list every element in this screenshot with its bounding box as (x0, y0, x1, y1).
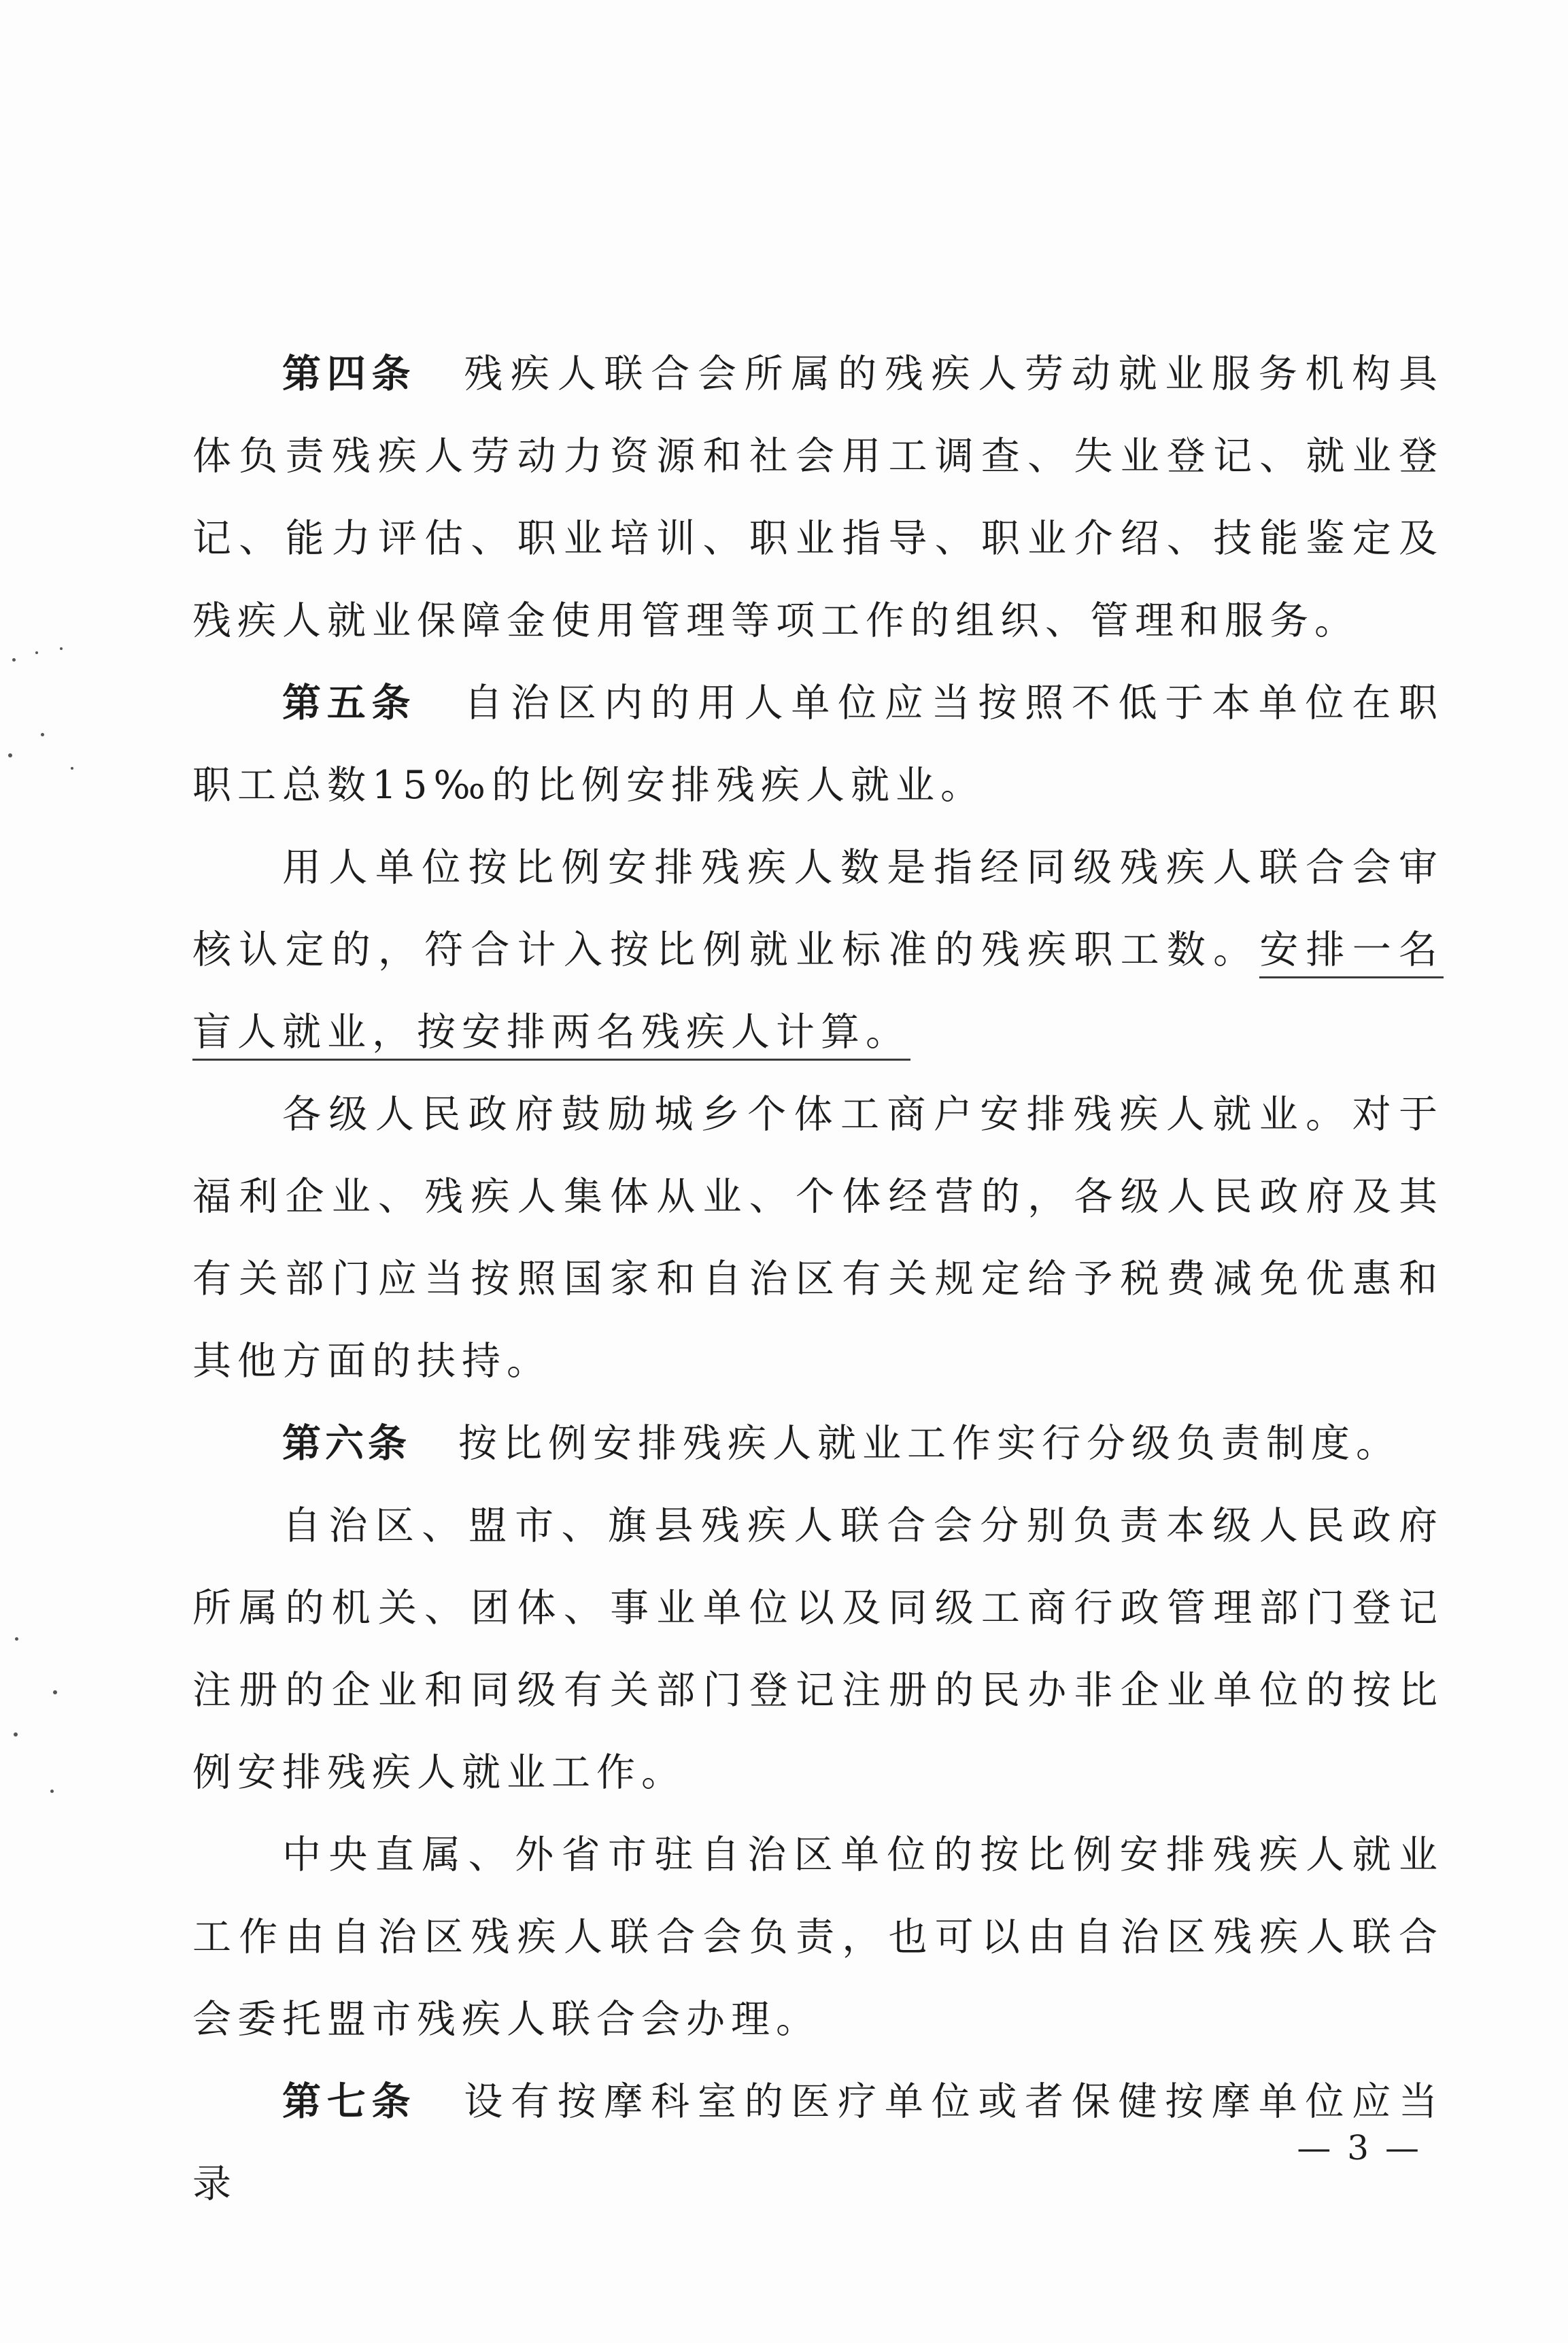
scan-specks (0, 0, 95, 2343)
article-6-paragraph-2: 自治区、盟市、旗县残疾人联合会分别负责本级人民政府所属的机关、团体、事业单位以及同级工商行政管理部门登记注册的企业和同级有关部门登记注册的民办非企业单位的按比例安排残疾人就业工作。 (192, 1503, 1444, 1795)
article-4-label: 第四条 (282, 352, 417, 396)
article-5-label: 第五条 (282, 681, 417, 725)
article-4-text: 残疾人联合会所属的残疾人劳动就业服务机构具体负责残疾人劳动力资源和社会用工调查、失业登记、就业登记、能力评估、职业培训、职业指导、职业介绍、技能鉴定及残疾人就业保障金使用管理等项工作的组织、管理和服务。 (192, 352, 1444, 643)
article-6 (192, 1403, 1444, 1485)
article-4 (192, 333, 1444, 662)
article-5-text: 自治区内的用人单位应当按照不低于本单位在职职工总数15‰的比例安排残疾人就业。 (192, 681, 1444, 808)
article-7-text: 设有按摩科室的医疗单位或者保健按摩单位应当录 (192, 2079, 1444, 2206)
underlined-annotation: 安排一名盲人就业，按安排两名残疾人计算。 (192, 927, 1444, 1061)
article-5 (192, 662, 1444, 827)
document-body (192, 333, 1444, 2225)
article-6-text: 按比例安排残疾人就业工作实行分级负责制度。 (458, 1421, 1401, 1466)
article-6-label: 第六条 (282, 1421, 411, 1466)
article-7-label: 第七条 (282, 2079, 417, 2124)
article-6-paragraph-3: 中央直属、外省市驻自治区单位的按比例安排残疾人就业工作由自治区残疾人联合会负责，也可以由自治区残疾人联合会委托盟市残疾人联合会办理。 (192, 1832, 1444, 2042)
page-number: — 3 — (1297, 2128, 1422, 2168)
article-5-paragraph-2-text: 用人单位按比例安排残疾人数是指经同级残疾人联合会审核认定的，符合计入按比例就业标准的残疾职工数。 (192, 845, 1444, 972)
article-7 (192, 2061, 1444, 2225)
article-5-paragraph-3: 各级人民政府鼓励城乡个体工商户安排残疾人就业。对于福利企业、残疾人集体从业、个体经营的，各级人民政府及其有关部门应当按照国家和自治区有关规定给予税费减免优惠和其他方面的扶持。 (192, 1092, 1444, 1384)
article-5-paragraph-2 (192, 827, 1444, 1074)
